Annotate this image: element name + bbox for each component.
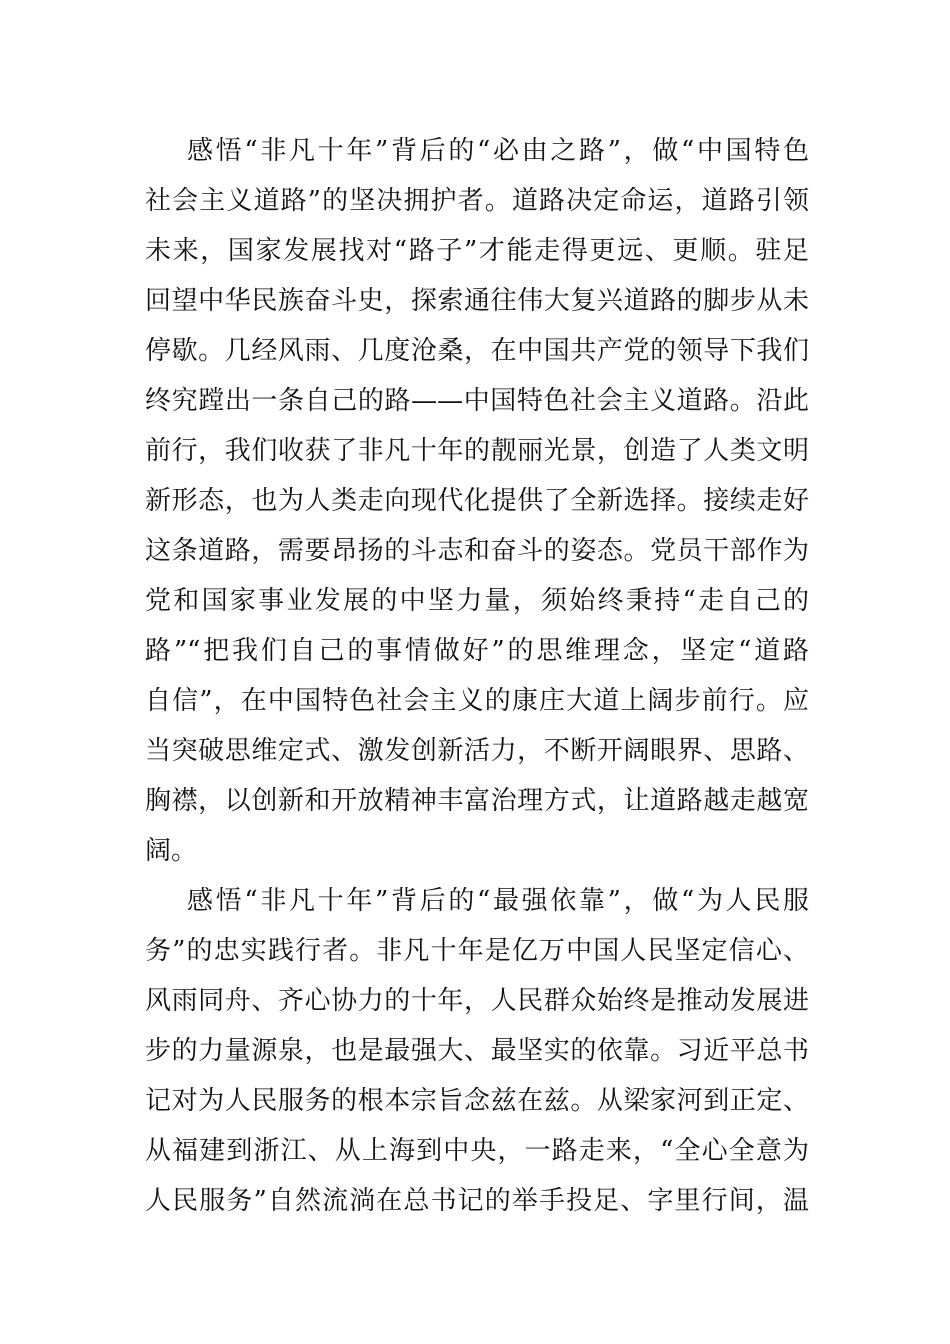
text-line: 感悟“非凡十年”背后的“必由之路”，做“中国特色 (187, 136, 809, 166)
text-line: 当突破思维定式、激发创新活力，不断开阔眼界、思路、 (145, 736, 809, 766)
text-line: 停歇。几经风雨、几度沧桑，在中国共产党的领导下我们 (145, 336, 809, 366)
paragraph-people (145, 876, 809, 1226)
text-line: 人民服务”自然流淌在总书记的举手投足、字里行间，温 (145, 1186, 809, 1216)
text-line: 务”的忠实践行者。非凡十年是亿万中国人民坚定信心、 (145, 936, 809, 966)
text-line: 风雨同舟、齐心协力的十年，人民群众始终是推动发展进 (145, 986, 809, 1016)
text-line: 感悟“非凡十年”背后的“最强依靠”，做“为人民服 (187, 886, 809, 916)
text-line: 自信”，在中国特色社会主义的康庄大道上阔步前行。应 (145, 686, 809, 716)
text-line: 这条道路，需要昂扬的斗志和奋斗的姿态。党员干部作为 (145, 536, 809, 566)
text-line: 未来，国家发展找对“路子”才能走得更远、更顺。驻足 (145, 236, 809, 266)
text-line: 胸襟，以创新和开放精神丰富治理方式，让道路越走越宽 (145, 786, 809, 816)
text-line: 党和国家事业发展的中坚力量，须始终秉持“走自己的 (145, 586, 809, 616)
text-line: 新形态，也为人类走向现代化提供了全新选择。接续走好 (145, 486, 809, 516)
text-line: 记对为人民服务的根本宗旨念兹在兹。从梁家河到正定、 (145, 1086, 809, 1116)
text-line: 社会主义道路”的坚决拥护者。道路决定命运，道路引领 (145, 186, 809, 216)
text-line: 前行，我们收获了非凡十年的靓丽光景，创造了人类文明 (145, 436, 809, 466)
paragraph-road (145, 126, 809, 876)
text-line: 从福建到浙江、从上海到中央，一路走来，“全心全意为 (145, 1136, 809, 1166)
text-line: 步的力量源泉，也是最强大、最坚实的依靠。习近平总书 (145, 1036, 809, 1066)
text-line: 阔。 (145, 836, 198, 866)
text-line: 终究蹚出一条自己的路——中国特色社会主义道路。沿此 (145, 386, 809, 416)
text-line: 路”“把我们自己的事情做好”的思维理念，坚定“道路 (145, 636, 809, 666)
text-line: 回望中华民族奋斗史，探索通往伟大复兴道路的脚步从未 (145, 286, 809, 316)
document-body (145, 126, 809, 1226)
